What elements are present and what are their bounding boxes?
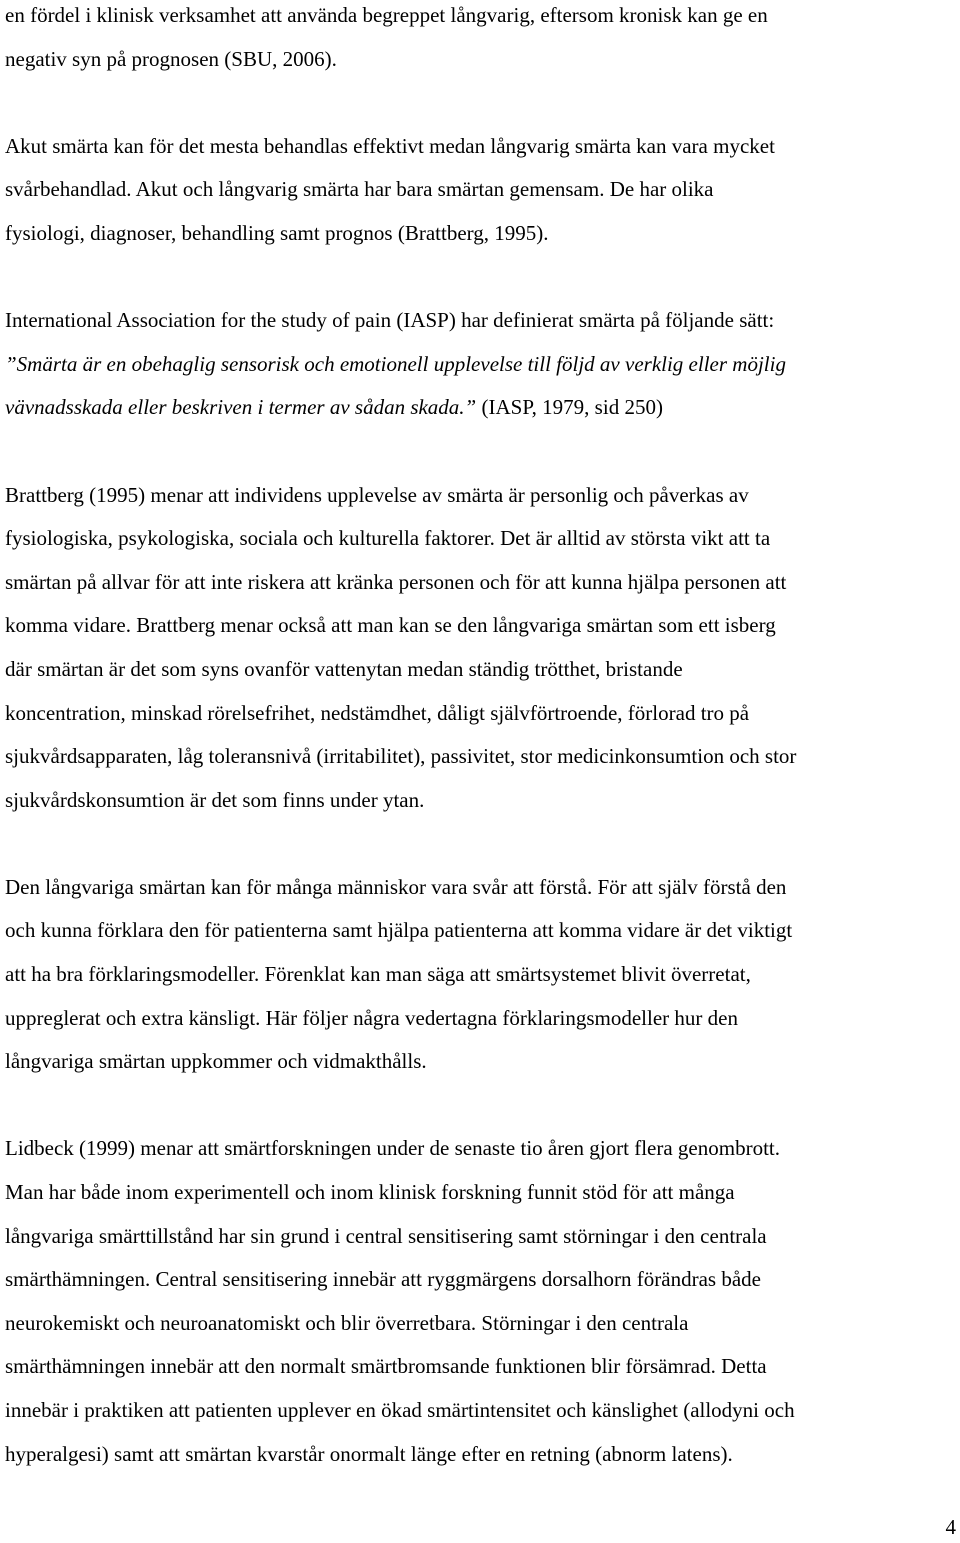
paragraph-iasp-definition — [5, 299, 960, 430]
quote-line — [5, 386, 960, 430]
text-line: fysiologiska, psykologiska, sociala och kulturella faktorer. Det är alltid av största vikt att ta — [5, 526, 771, 551]
text-line: International Association for the study of pain (IASP) har definierat smärta på följande sätt: — [5, 308, 775, 333]
text-line: uppreglerat och extra känsligt. Här följer några vedertagna förklaringsmodeller hur den — [5, 1005, 738, 1030]
paragraph-spacer — [5, 822, 960, 866]
paragraph-chronic-terminology — [5, 0, 960, 81]
text-line: svårbehandlad. Akut och långvarig smärta har bara smärtan gemensam. De har olika — [5, 177, 714, 202]
text-line: långvariga smärttillstånd har sin grund i central sensitisering samt störningar i den centrala — [5, 1223, 767, 1248]
definition-quote-end: vävnadsskada eller beskriven i termer av sådan skada.” — [5, 395, 477, 420]
text-line: Brattberg (1995) menar att individens upplevelse av smärta är personlig och påverkas av — [5, 482, 749, 507]
paragraph-lidbeck — [5, 1127, 960, 1476]
document-page — [5, 0, 960, 1476]
definition-quote: ”Smärta är en obehaglig sensorisk och emotionell upplevelse till följd av verklig eller möjlig — [5, 351, 786, 376]
text-line: innebär i praktiken att patienten upplever en ökad smärtintensitet och känslighet (allodyni och — [5, 1398, 795, 1422]
paragraph-acute-vs-chronic — [5, 125, 960, 256]
text-line: koncentration, minskad rörelsefrihet, nedstämdhet, dåligt självförtroende, förlorad tro på — [5, 700, 750, 725]
paragraph-spacer — [5, 81, 960, 125]
text-line: en fördel i klinisk verksamhet att använda begreppet långvarig, eftersom kronisk kan ge en — [5, 3, 768, 27]
text-line: smärthämningen innebär att den normalt smärtbromsande funktionen blir försämrad. Detta — [5, 1354, 767, 1379]
text-line: där smärtan är det som syns ovanför vattenytan medan ständig trötthet, bristande — [5, 656, 683, 681]
paragraph-explanation-models — [5, 866, 960, 1084]
page-number: 4 — [945, 1515, 956, 1539]
text-line: Lidbeck (1999) menar att smärtforskningen under de senaste tio åren gjort flera genombrott. — [5, 1136, 780, 1161]
text-line: och kunna förklara den för patienterna samt hjälpa patienterna att komma vidare är det viktigt — [5, 918, 793, 943]
text-line: sjukvårdsapparaten, låg toleransnivå (irritabilitet), passivitet, stor medicinkonsumtion och stor — [5, 744, 797, 769]
text-line: neurokemiskt och neuroanatomiskt och blir överretbara. Störningar i den centrala — [5, 1310, 689, 1335]
text-line: Man har både inom experimentell och inom klinisk forskning funnit stöd för att många — [5, 1180, 735, 1205]
paragraph-spacer — [5, 256, 960, 300]
citation: (IASP, 1979, sid 250) — [476, 395, 663, 420]
text-line: att ha bra förklaringsmodeller. Förenklat kan man säga att smärtsystemet blivit överretat, — [5, 962, 751, 987]
text-line: smärtan på allvar för att inte riskera att kränka personen och för att kunna hjälpa personen att — [5, 569, 787, 594]
text-line: Den långvariga smärtan kan för många människor vara svår att förstå. För att själv förstå den — [5, 874, 787, 899]
text-line: hyperalgesi) samt att smärtan kvarstår onormalt länge efter en retning (abnorm latens). — [5, 1441, 733, 1466]
quote-line — [5, 343, 960, 387]
text-line: smärthämningen. Central sensitisering innebär att ryggmärgens dorsalhorn förändras både — [5, 1267, 761, 1292]
paragraph-spacer — [5, 430, 960, 474]
paragraph-spacer — [5, 1084, 960, 1128]
text-line: negativ syn på prognosen (SBU, 2006). — [5, 46, 337, 71]
text-line: fysiologi, diagnoser, behandling samt prognos (Brattberg, 1995). — [5, 220, 549, 245]
text-line: sjukvårdskonsumtion är det som finns under ytan. — [5, 787, 425, 812]
text-line: långvariga smärtan uppkommer och vidmakthålls. — [5, 1049, 427, 1074]
text-line: komma vidare. Brattberg menar också att man kan se den långvariga smärtan som ett isberg — [5, 613, 776, 638]
paragraph-brattberg — [5, 474, 960, 823]
text-line: Akut smärta kan för det mesta behandlas effektivt medan långvarig smärta kan vara mycket — [5, 133, 775, 158]
